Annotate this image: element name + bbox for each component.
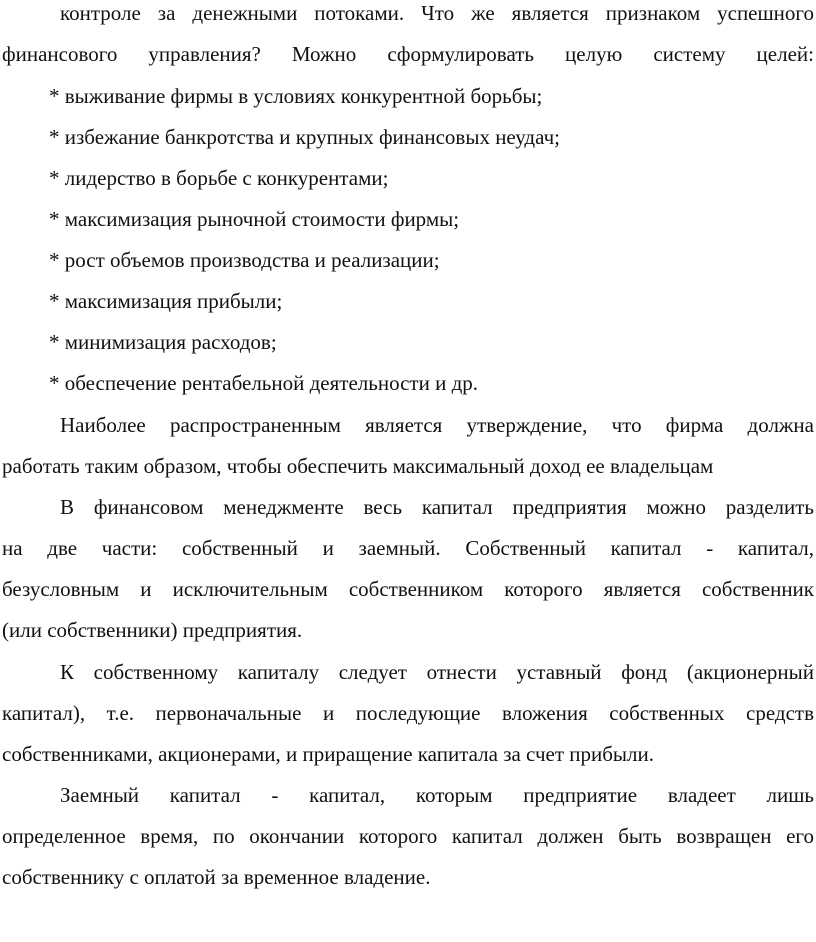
paragraph-2-line-2: на две части: собственный и заемный. Собственный капитал - капитал, [2,536,814,560]
goal-item-survival: * выживание фирмы в условиях конкурентной борьбы; [49,84,543,108]
goal-item-profitability: * обеспечение рентабельной деятельности и др. [49,371,479,395]
paragraph-2-line-4: (или собственники) предприятия. [2,618,303,642]
paragraph-4-line-1: Заемный капитал - капитал, которым предприятие владеет лишь [60,783,814,807]
goal-item-bankruptcy: * избежание банкротства и крупных финансовых неудач; [49,125,560,149]
paragraph-1-line-1: Наиболее распространенным является утверждение, что фирма должна [60,413,814,437]
paragraph-3-line-1: К собственному капиталу следует отнести уставный фонд (акционерный [60,660,814,684]
intro-line-2: финансового управления? Можно сформулировать целую систему целей: [2,42,814,66]
intro-line-1: контроле за денежными потоками. Что же является признаком успешного [60,1,814,25]
goal-item-profit: * максимизация прибыли; [49,289,283,313]
goal-item-costs: * минимизация расходов; [49,330,277,354]
paragraph-1-line-2: работать таким образом, чтобы обеспечить максимальный доход ее владельцам [2,454,714,478]
paragraph-2-line-1: В финансовом менеджменте весь капитал предприятия можно разделить [60,495,814,519]
paragraph-4-line-3: собственнику с оплатой за временное владение. [2,865,431,889]
goal-item-growth: * рост объемов производства и реализации; [49,248,440,272]
goal-item-market-value: * максимизация рыночной стоимости фирмы; [49,207,460,231]
paragraph-3-line-2: капитал), т.е. первоначальные и последующие вложения собственных средств [2,701,814,725]
paragraph-3-line-3: собственниками, акционерами, и приращение капитала за счет прибыли. [2,742,655,766]
paragraph-2-line-3: безусловным и исключительным собственником которого является собственник [2,577,814,601]
paragraph-4-line-2: определенное время, по окончании которого капитал должен быть возвращен его [2,824,814,848]
goal-item-leadership: * лидерство в борьбе с конкурентами; [49,166,389,190]
